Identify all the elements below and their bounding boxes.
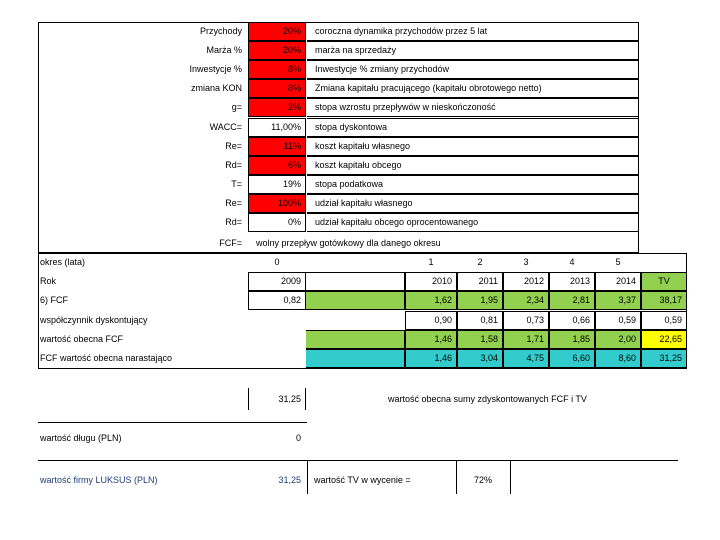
param-description: Zmiana kapitału pracującego (kapitału obrotowego netto) [307,79,639,98]
cum-filler [306,349,405,368]
param-label: Inwestycje % [189,64,242,75]
param-label: zmiana KON [190,83,242,94]
fcf-description: wolny przepływ gotówkowy dla danego okresu [256,238,441,248]
debt-value: 0 [295,433,301,443]
period-number: 5 [615,257,621,267]
year-cell: 2010 [405,272,457,291]
param-label: Przychody [199,26,242,36]
period-label: okres (lata) [40,257,86,267]
cumulative-pv-cell: 8,60 [595,349,641,368]
discount-factor-cell: 0,59 [595,311,641,330]
param-label: Re= [225,140,242,151]
param-value: 6% [248,156,306,175]
present-value-cell: 2,00 [595,330,641,349]
fcf-value-cell: 3,37 [595,291,641,310]
param-description: coroczna dynamika przychodów przez 5 lat [307,22,639,41]
param-value: 100% [248,194,306,213]
discount-factor-cell: 0,90 [405,311,457,330]
param-description: marża na sprzedaży [307,41,639,60]
debt-label: wartość długu (PLN) [40,433,122,443]
firm-divider-1 [307,460,308,494]
param-description: Inwestycje % zmiany przychodów [307,60,639,79]
param-label: g= [231,102,242,113]
param-value: 11,00% [248,118,306,137]
fcf-value-cell: 1,95 [457,291,503,310]
tv-share-label: wartość TV w wycenie = [314,475,411,485]
param-value: 0% [248,213,306,232]
fcf-value-cell: 2,81 [549,291,595,310]
cumulative-pv-cell: 4,75 [503,349,549,368]
firm-value: 31,25 [278,475,301,485]
param-value: 20% [248,41,306,60]
fcf-value-cell: 38,17 [641,291,687,310]
param-label: T= [231,178,242,189]
fcf-value-cell: 0,82 [248,291,306,310]
param-label: Rd= [225,159,242,170]
param-label: Marża % [206,45,242,56]
param-value: 8% [248,79,306,98]
fcf-value-cell: 2,34 [503,291,549,310]
present-value-cell: 1,58 [457,330,503,349]
year-cell: 2011 [457,272,503,291]
cumulative-pv-cell: 6,60 [549,349,595,368]
period-number: 2 [477,257,483,267]
discount-factor-cell: 0,59 [641,311,687,330]
param-label: Re= [225,197,242,208]
total-value: 31,25 [278,394,301,404]
period-number: 1 [428,257,434,267]
param-description: stopa wzrostu przepływów w nieskończoność [307,98,639,117]
present-value-cell: 1,71 [503,330,549,349]
discount-factor-cell: 0,66 [549,311,595,330]
present-value-cell: 22,65 [641,330,687,349]
tv-share-value: 72% [473,475,492,485]
param-value: 8% [248,60,306,79]
period-number: 3 [523,257,529,267]
year-filler [306,272,405,291]
cumulative-pv-cell: 3,04 [457,349,503,368]
firm-divider-3 [510,460,511,494]
year-cell: 2014 [595,272,641,291]
param-description: koszt kapitału własnego [307,137,639,156]
param-label: Rd= [225,217,242,227]
fcf-label: FCF= [219,238,242,248]
discount-factor-cell: 0,81 [457,311,503,330]
total-value-description: wartość obecna sumy zdyskontowanych FCF i TV [388,394,587,404]
cumulative-pv-cell: 1,46 [405,349,457,368]
fcf-value-cell: 1,62 [405,291,457,310]
year-cell: 2013 [549,272,595,291]
cumulative-pv-cell: 31,25 [641,349,687,368]
param-description: udział kapitału własnego [307,194,639,213]
firm-divider-2 [456,460,457,494]
param-value: 19% [248,175,306,194]
discount-factor-cell: 0,73 [503,311,549,330]
firm-value-label: wartość firmy LUKSUS (PLN) [40,475,158,485]
param-value: 2% [248,98,306,117]
year-cell: 2012 [503,272,549,291]
year-cell: 2009 [248,272,306,291]
year-cell: TV [641,272,687,291]
discount-factor-label: współczynnik dyskontujący [40,315,148,325]
period-number: 0 [274,257,280,267]
param-description: stopa dyskontowa [307,118,639,137]
param-value: 11% [248,137,306,156]
fcf-filler [306,291,405,310]
param-label: WACC= [209,121,242,132]
year-label: Rok [40,276,57,286]
param-description: udział kapitału obcego oprocentowanego [307,213,639,232]
present-value-cell: 1,85 [549,330,595,349]
divider-top [38,422,307,423]
param-description: stopa podatkowa [307,175,639,194]
param-value: 20% [248,22,306,41]
period-number: 4 [569,257,575,267]
present-value-label: wartość obecna FCF [40,334,124,344]
pv-filler [306,330,405,349]
cumulative-pv-label: FCF wartość obecna narastająco [40,353,173,363]
param-description: koszt kapitału obcego [307,156,639,175]
fcf-row-label: 6) FCF [40,295,68,305]
present-value-cell: 1,46 [405,330,457,349]
